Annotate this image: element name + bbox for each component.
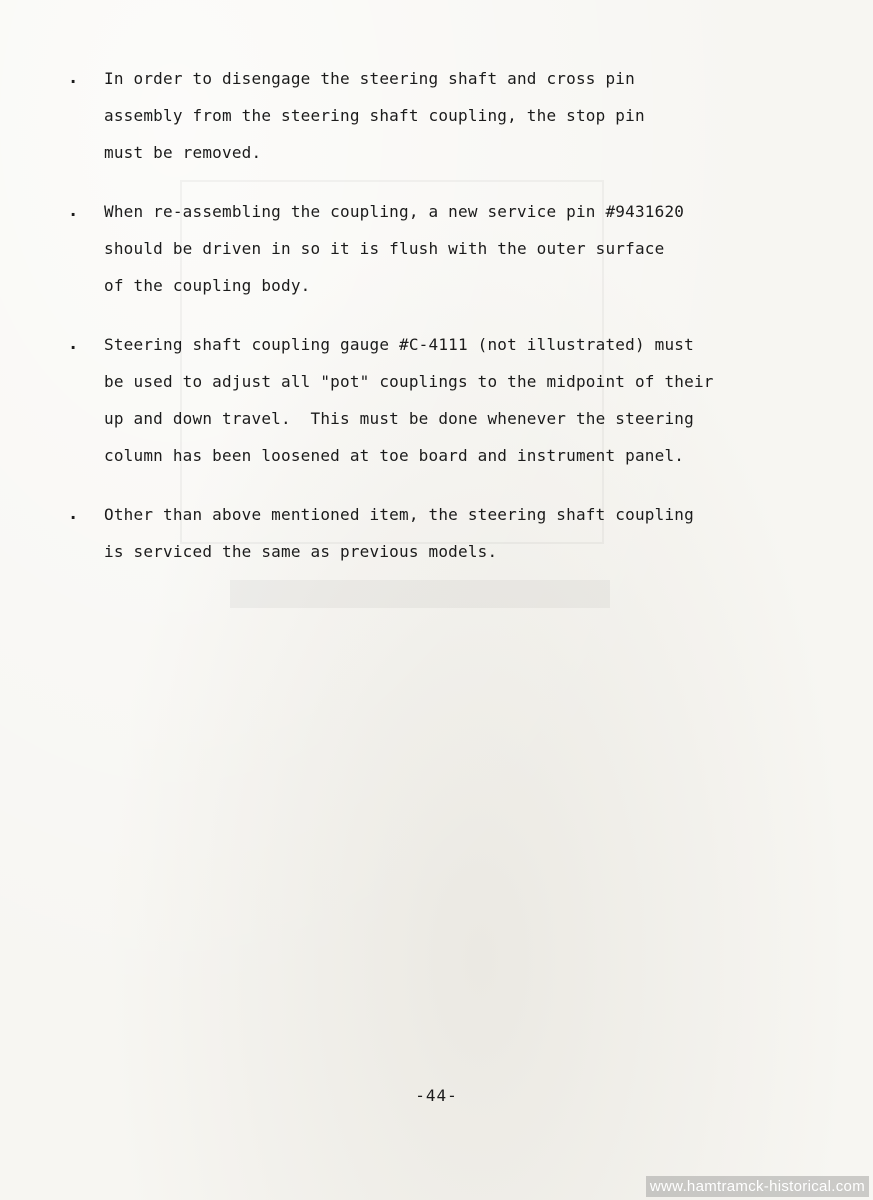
text-line: be used to adjust all "pot" couplings to the midpoint of their <box>104 372 714 391</box>
text-line: When re-assembling the coupling, a new service pin #9431620 <box>104 202 685 221</box>
text-line: column has been loosened at toe board and instrument panel. <box>104 446 685 465</box>
text-line: assembly from the steering shaft coupling, the stop pin <box>104 106 645 125</box>
text-line: should be driven in so it is flush with the outer surface <box>104 239 665 258</box>
bullet-marker: . <box>68 201 79 221</box>
bullet-marker: . <box>68 334 79 354</box>
text-line: is serviced the same as previous models. <box>104 542 498 561</box>
text-line: up and down travel. This must be done whenever the steering <box>104 409 694 428</box>
text-line: In order to disengage the steering shaft and cross pin <box>104 69 635 88</box>
list-item <box>68 496 828 570</box>
text-line: Steering shaft coupling gauge #C-4111 (not illustrated) must <box>104 335 694 354</box>
text-line: must be removed. <box>104 143 262 162</box>
text-line: of the coupling body. <box>104 276 311 295</box>
bullet-marker: . <box>68 504 79 524</box>
text-line: Other than above mentioned item, the steering shaft coupling <box>104 505 694 524</box>
list-item <box>68 326 828 474</box>
website-watermark: www.hamtramck-historical.com <box>646 1176 869 1197</box>
list-item <box>68 60 828 171</box>
document-body <box>68 60 828 592</box>
page-number: -44- <box>415 1086 458 1105</box>
bullet-marker: . <box>68 68 79 88</box>
list-item <box>68 193 828 304</box>
